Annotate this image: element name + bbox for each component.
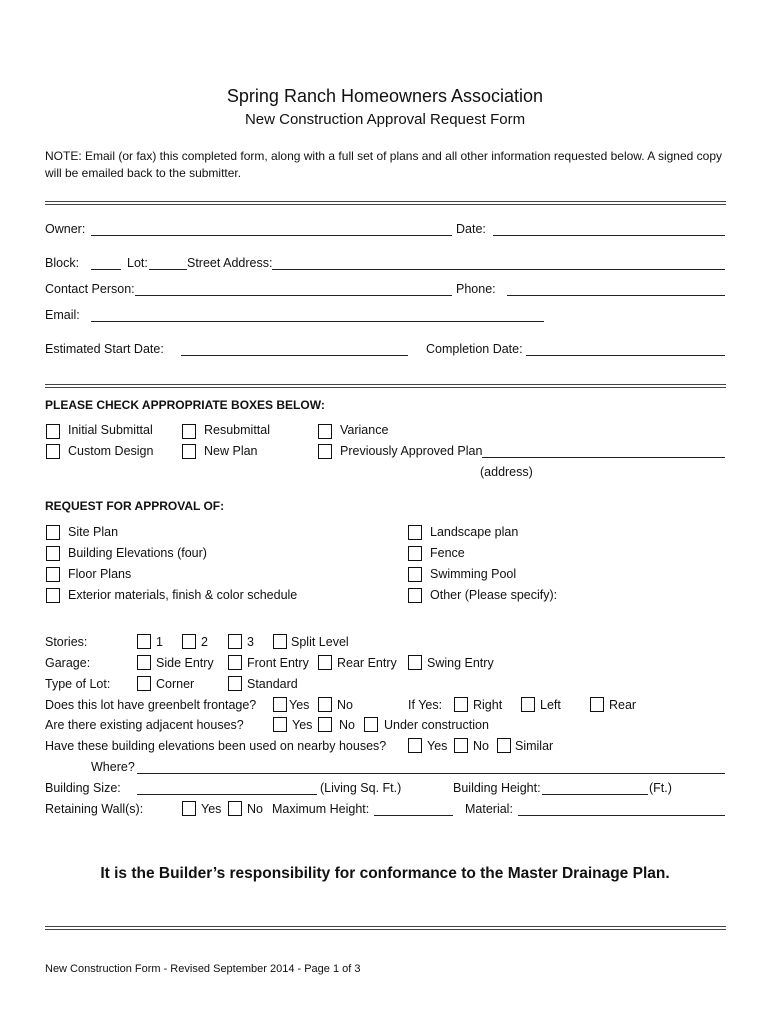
contact-person-field[interactable] [135, 295, 452, 296]
form-subtitle: New Construction Approval Request Form [244, 111, 526, 128]
initial-submittal-label: Initial Submittal [68, 423, 153, 437]
stories-1-label: 1 [156, 635, 163, 649]
retaining-no-label: No [247, 802, 263, 816]
email-label: Email: [45, 308, 80, 322]
lot-type-label: Type of Lot: [45, 677, 111, 691]
elevations-yes-label: Yes [427, 739, 448, 753]
stories-1-checkbox[interactable] [137, 634, 151, 649]
section-divider [45, 201, 726, 205]
new-plan-label: New Plan [204, 444, 258, 458]
where-field[interactable] [137, 773, 725, 774]
request-approval-heading: REQUEST FOR APPROVAL OF: [45, 499, 225, 513]
greenbelt-left-checkbox[interactable] [521, 697, 535, 712]
building-size-field[interactable] [137, 794, 317, 795]
stories-3-checkbox[interactable] [228, 634, 242, 649]
greenbelt-no-checkbox[interactable] [318, 697, 332, 712]
rear-entry-label: Rear Entry [337, 656, 397, 670]
adjacent-yes-label: Yes [292, 718, 313, 732]
under-construction-checkbox[interactable] [364, 717, 378, 732]
building-height-label: Building Height: [453, 781, 541, 795]
lot-field[interactable] [149, 269, 187, 270]
where-label: Where? [91, 760, 135, 774]
living-sqft-caption: (Living Sq. Ft.) [320, 781, 402, 795]
exterior-materials-label: Exterior materials, finish & color schedule [68, 588, 298, 602]
previously-approved-address-field[interactable] [482, 457, 725, 458]
corner-label: Corner [156, 677, 195, 691]
owner-label: Owner: [45, 222, 86, 236]
other-label: Other (Please specify): [430, 588, 558, 602]
stories-3-label: 3 [247, 635, 254, 649]
fence-checkbox[interactable] [408, 546, 422, 561]
greenbelt-no-label: No [337, 698, 353, 712]
split-level-label: Split Level [291, 635, 349, 649]
page-footer: New Construction Form - Revised September 2014 - Page 1 of 3 [45, 963, 361, 975]
fence-label: Fence [430, 546, 465, 560]
greenbelt-question: Does this lot have greenbelt frontage? [45, 698, 257, 712]
corner-checkbox[interactable] [137, 676, 151, 691]
maximum-height-label: Maximum Height: [272, 802, 370, 816]
stories-2-checkbox[interactable] [182, 634, 196, 649]
variance-label: Variance [340, 423, 389, 437]
stories-2-label: 2 [201, 635, 208, 649]
elevations-similar-checkbox[interactable] [497, 738, 511, 753]
elevations-used-question: Have these building elevations been used on nearby houses? [45, 739, 387, 753]
email-field[interactable] [91, 321, 544, 322]
section-divider [45, 926, 726, 930]
block-label: Block: [45, 256, 80, 270]
elevations-yes-checkbox[interactable] [408, 738, 422, 753]
address-caption: (address) [480, 465, 533, 479]
start-date-label: Estimated Start Date: [45, 342, 164, 356]
floor-plans-label: Floor Plans [68, 567, 132, 581]
if-yes-label: If Yes: [408, 698, 443, 712]
swimming-pool-checkbox[interactable] [408, 567, 422, 582]
check-boxes-heading: PLEASE CHECK APPROPRIATE BOXES BELOW: [45, 398, 325, 412]
building-elevations-label: Building Elevations (four) [68, 546, 207, 560]
previously-approved-label: Previously Approved Plan [340, 444, 483, 458]
material-label: Material: [465, 802, 513, 816]
greenbelt-right-checkbox[interactable] [454, 697, 468, 712]
retaining-wall-label: Retaining Wall(s): [45, 802, 144, 816]
building-elevations-checkbox[interactable] [46, 546, 60, 561]
start-date-field[interactable] [181, 355, 408, 356]
completion-date-label: Completion Date: [426, 342, 523, 356]
garage-label: Garage: [45, 656, 91, 670]
greenbelt-yes-checkbox[interactable] [273, 697, 287, 712]
swing-entry-label: Swing Entry [427, 656, 494, 670]
floor-plans-checkbox[interactable] [46, 567, 60, 582]
retaining-yes-checkbox[interactable] [182, 801, 196, 816]
swimming-pool-label: Swimming Pool [430, 567, 517, 581]
greenbelt-left-label: Left [540, 698, 561, 712]
standard-label: Standard [247, 677, 298, 691]
initial-submittal-checkbox[interactable] [46, 424, 60, 439]
street-address-field[interactable] [272, 269, 725, 270]
material-field[interactable] [518, 815, 725, 816]
greenbelt-rear-checkbox[interactable] [590, 697, 604, 712]
swing-entry-checkbox[interactable] [408, 655, 422, 670]
contact-person-label: Contact Person: [45, 282, 135, 296]
adjacent-yes-checkbox[interactable] [273, 717, 287, 732]
side-entry-checkbox[interactable] [137, 655, 151, 670]
date-field[interactable] [493, 235, 725, 236]
front-entry-label: Front Entry [247, 656, 309, 670]
elevations-no-checkbox[interactable] [454, 738, 468, 753]
resubmittal-label: Resubmittal [204, 423, 270, 437]
adjacent-no-label: No [339, 718, 355, 732]
standard-checkbox[interactable] [228, 676, 242, 691]
site-plan-label: Site Plan [68, 525, 119, 539]
site-plan-checkbox[interactable] [46, 525, 60, 540]
feet-caption: (Ft.) [649, 781, 672, 795]
under-construction-label: Under construction [384, 718, 489, 732]
greenbelt-yes-label: Yes [289, 698, 310, 712]
building-size-label: Building Size: [45, 781, 121, 795]
rear-entry-checkbox[interactable] [318, 655, 332, 670]
stories-label: Stories: [45, 635, 88, 649]
date-label: Date: [456, 222, 486, 236]
landscape-plan-label: Landscape plan [430, 525, 519, 539]
other-checkbox[interactable] [408, 588, 422, 603]
side-entry-label: Side Entry [156, 656, 214, 670]
completion-date-field[interactable] [526, 355, 725, 356]
owner-field[interactable] [91, 235, 452, 236]
greenbelt-rear-label: Rear [609, 698, 637, 712]
adjacent-no-checkbox[interactable] [318, 717, 332, 732]
elevations-no-label: No [473, 739, 489, 753]
block-field[interactable] [91, 269, 121, 270]
previously-approved-checkbox[interactable] [318, 444, 332, 459]
resubmittal-checkbox[interactable] [182, 424, 196, 439]
exterior-materials-checkbox[interactable] [46, 588, 60, 603]
phone-field[interactable] [507, 295, 725, 296]
adjacent-houses-question: Are there existing adjacent houses? [45, 718, 244, 732]
building-height-field[interactable] [542, 794, 648, 795]
custom-design-label: Custom Design [68, 444, 154, 458]
retaining-yes-label: Yes [201, 802, 222, 816]
greenbelt-right-label: Right [473, 698, 503, 712]
landscape-plan-checkbox[interactable] [408, 525, 422, 540]
split-level-checkbox[interactable] [273, 634, 287, 649]
section-divider [45, 384, 726, 388]
form-title: Spring Ranch Homeowners Association [226, 86, 544, 106]
elevations-similar-label: Similar [515, 739, 554, 753]
retaining-no-checkbox[interactable] [228, 801, 242, 816]
custom-design-checkbox[interactable] [46, 444, 60, 459]
new-plan-checkbox[interactable] [182, 444, 196, 459]
drainage-statement: It is the Builder’s responsibility for conformance to the Master Drainage Plan. [100, 865, 670, 882]
lot-label: Lot: [127, 256, 148, 270]
maximum-height-field[interactable] [374, 815, 453, 816]
variance-checkbox[interactable] [318, 424, 332, 439]
street-address-label: Street Address: [187, 256, 273, 270]
submission-note: NOTE: Email (or fax) this completed form, along with a full set of plans and all other information requested below. A signed copy will be emailed back to the submitter. [45, 149, 723, 180]
front-entry-checkbox[interactable] [228, 655, 242, 670]
phone-label: Phone: [456, 282, 496, 296]
